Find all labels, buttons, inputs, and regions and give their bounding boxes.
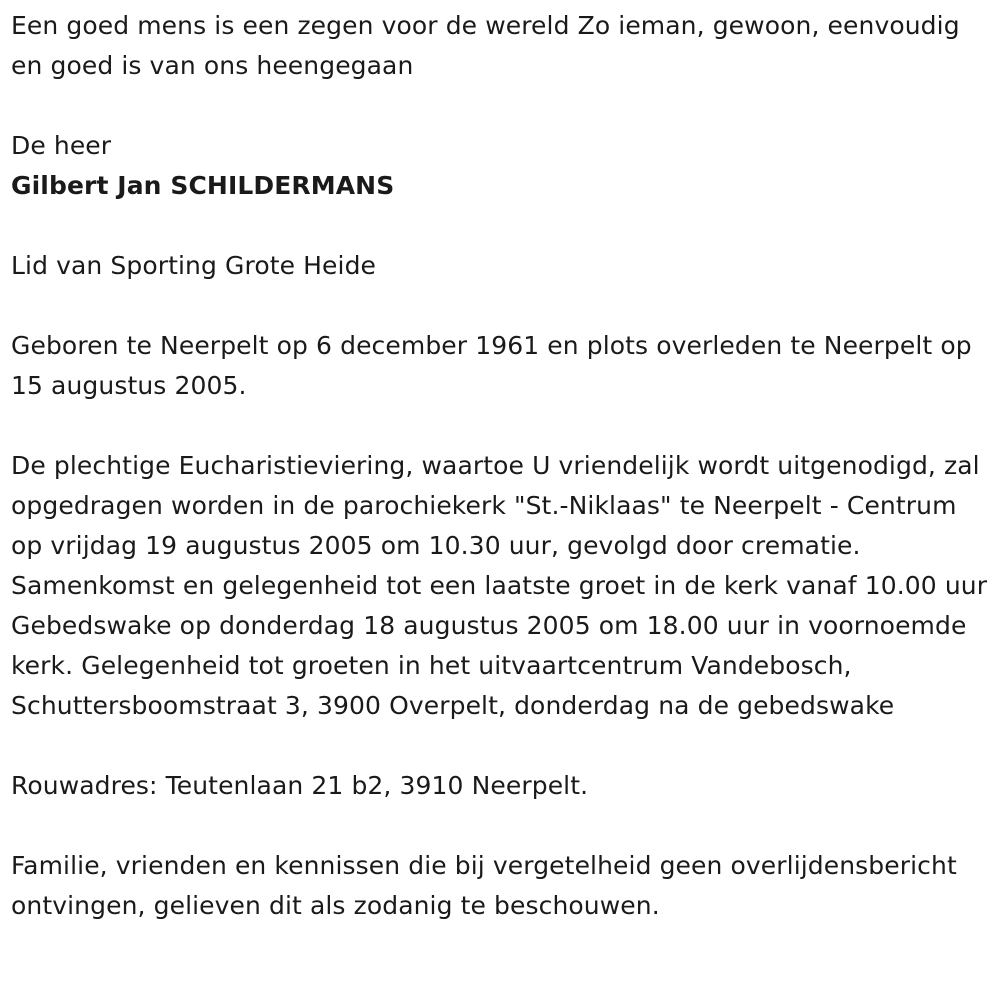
spacer: [11, 726, 991, 766]
spacer: [11, 406, 991, 446]
opening-quote: Een goed mens is een zegen voor de wereld Zo ieman, gewoon, eenvoudig en goed is van ons heengegaan: [11, 11, 960, 80]
spacer: [11, 286, 991, 326]
spacer: [11, 806, 991, 846]
membership-line: Lid van Sporting Grote Heide: [11, 251, 377, 280]
birth-death-paragraph: Geboren te Neerpelt op 6 december 1961 en plots overleden te Neerpelt op 15 augustus 2005.: [11, 331, 972, 400]
ceremony-paragraph: De plechtige Eucharistieviering, waartoe U vriendelijk wordt uitgenodigd, zal opgedragen worden in de parochiekerk "St.-Niklaas" te Neerpelt - Centrum op vrijdag 19 augustus 2005 om 10.30 uur, gevolgd door crematie. Samenkomst en gelegenheid tot een laatste groet in de kerk vanaf 10.00 uur Gebedswake op donderdag 18 augustus 2005 om 18.00 uur in voornoemde kerk. Gelegenheid tot groeten in het uitvaartcentrum Vandebosch, Schuttersboomstraat 3, 3900 Overpelt, donderdag na de gebedswake: [11, 451, 988, 720]
spacer: [11, 206, 991, 246]
mourning-address: Rouwadres: Teutenlaan 21 b2, 3910 Neerpelt.: [11, 771, 589, 800]
closing-notice: Familie, vrienden en kennissen die bij vergetelheid geen overlijdensbericht ontvingen, gelieven dit als zodanig te beschouwen.: [11, 851, 957, 920]
spacer: [11, 86, 991, 126]
honorific: De heer: [11, 131, 112, 160]
deceased-name: Gilbert Jan SCHILDERMANS: [11, 171, 395, 200]
obituary-document: [11, 6, 991, 926]
